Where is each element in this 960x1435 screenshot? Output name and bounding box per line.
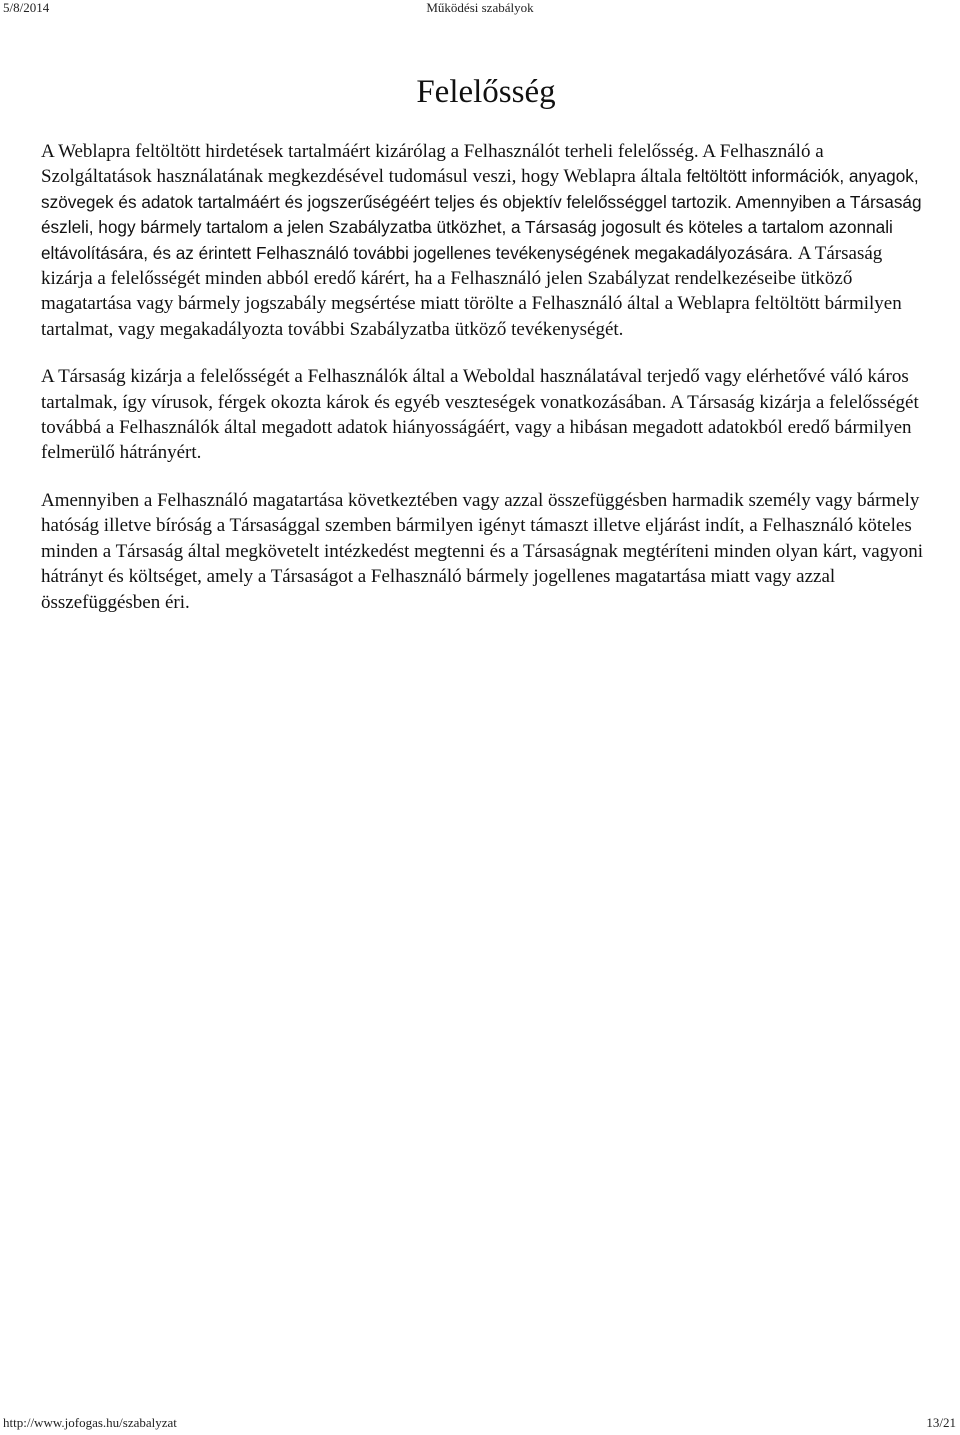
paragraph-text-sans: feltöltött információk, anyagok, szövegek és adatok tartalmáért és jogszerűségéért teljes és objektív felelősséggel tartozik. Amennyiben a Társaság észleli, hogy bármely tartalom a jelen Szabályzatba ütközhet, a Társaság jogosult és köteles a tartalom azonnali eltávolítására, és az érintett Felhasználó további jogellenes tevékenységének megakadályozására. <box>41 166 922 263</box>
paragraph-text: Amennyiben a Felhasználó magatartása következtében vagy azzal összefüggésben harmadik személy vagy bármely hatóság illetve bíróság a Társasággal szemben bármilyen igényt támaszt illetve eljárást indít, a Felhasználó köteles minden a Társaság által megkövetelt intézkedést megtenni és a Társaságnak megtéríteni minden olyan kárt, vagyoni hátrányt és költséget, amely a Társaságot a Felhasználó bármely jogellenes magatartása miatt vagy azzal összefüggésben éri. <box>41 489 923 613</box>
source-url: http://www.jofogas.hu/szabalyzat <box>3 1415 177 1430</box>
print-header <box>0 0 960 18</box>
page-content <box>41 72 931 615</box>
page-number: 13/21 <box>926 1415 956 1430</box>
paragraph-text: A Társaság kizárja a felelősségét a Felhasználók által a Weboldal használatával terjedő vagy elérhetővé váló káros tartalmak, így vírusok, férgek okozta károk és egyéb veszteségek vonatkozásában. A Társaság kizárja a felelősségét továbbá a Felhasználók által megadott adatok hiányosságáért, vagy a hibásan megadott adatokból eredő bármilyen felmerülő hátrányért. <box>41 366 919 464</box>
paragraph-text-serif-1: A Weblapra feltöltött hirdetések tartalmáért kizárólag a Felhasználót terheli felelősség. A Felhasználó a Szolgáltatások használatának megkezdésével tudomásul veszi, hogy Weblapra általa <box>41 141 824 188</box>
paragraph-harmful-content <box>41 364 931 466</box>
paragraph-responsibility-content <box>41 139 931 342</box>
page-title: Felelősség <box>416 74 556 110</box>
print-document-title: Működési szabályok <box>426 0 534 15</box>
print-date: 5/8/2014 <box>3 0 50 15</box>
paragraph-third-party-claims <box>41 488 931 615</box>
print-footer <box>0 1415 960 1433</box>
paragraph-text-serif-2: A Társaság kizárja a felelősségét minden abból eredő kárért, ha a Felhasználó jelen Szabályzat rendelkezéseibe ütköző magatartása vagy bármely jogszabály megsértése miatt törölte a Felhasználó által a Weblapra feltöltött bármilyen tartalmat, vagy megakadályozta további Szabályzatba ütköző tevékenységét. <box>41 242 902 340</box>
